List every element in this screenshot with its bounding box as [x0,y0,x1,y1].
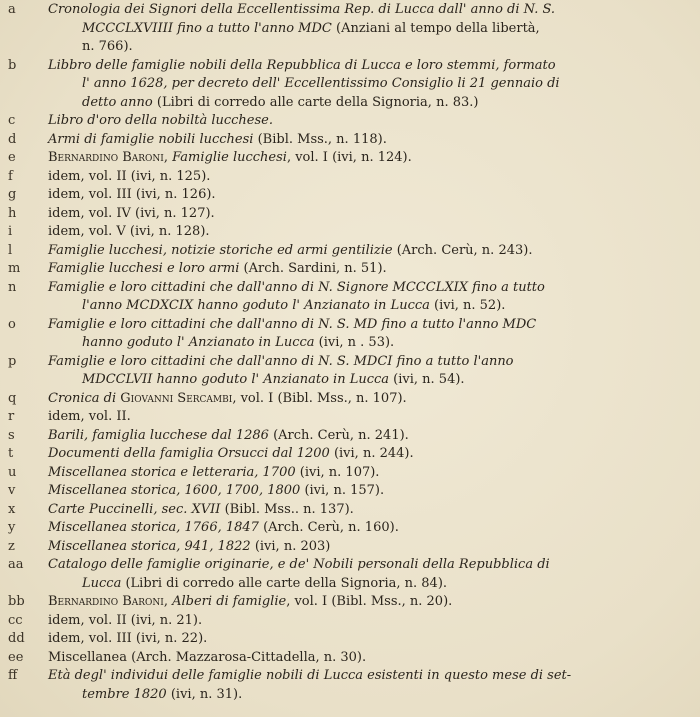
entry-letter: m [8,261,21,276]
entry-letter: ee [8,649,24,665]
entry-line [48,612,682,631]
reference-text: , vol. I (ivi, n. 124). [286,150,412,165]
entry-letter: a [8,2,16,17]
entry-line [48,149,682,168]
source-entry [8,57,682,113]
entry-line [48,556,682,575]
source-entry [8,649,682,668]
source-entry [8,427,682,446]
italic-title: Famiglie lucchesi e loro armi [48,261,240,276]
entry-letter: x [8,501,16,517]
entry-line [48,186,682,205]
reference-text: (Libri di corredo alle carte della Signoria, n. 83.) [152,94,479,110]
entry-letter: h [8,205,17,221]
entry-line [48,242,682,261]
italic-title: l'anno MCDXCIX hanno goduto l' Anzianato in Lucca [82,298,430,313]
source-entry [8,538,682,557]
italic-title: Miscellanea storica, 941, 1822 [48,538,251,554]
entry-letter: g [8,187,17,202]
entry-line [48,630,682,649]
entry-line [48,427,682,446]
italic-title: Cronica di [48,390,121,406]
source-entry [8,223,682,242]
source-entry [8,1,682,57]
author-name: Bernardino Baroni [48,594,164,609]
source-entry [8,667,682,704]
source-entry [8,186,682,205]
source-entry [8,279,682,316]
entry-line [48,390,682,409]
reference-text: idem, vol. III (ivi, n. 126). [48,187,216,202]
entry-letter: s [8,427,15,443]
italic-title: l' anno 1628, per decreto dell' Eccellentissimo Consiglio li 21 gennaio di [82,76,560,91]
reference-text: (Arch. Cerù, n. 243). [392,242,533,258]
source-entry [8,149,682,168]
italic-title: Armi di famiglie nobili lucchesi [48,131,254,147]
italic-title: Miscellanea storica e letteraria, 1700 [48,464,296,480]
entry-line [48,353,682,372]
entry-continuation-line [48,575,682,594]
reference-text: (Arch. Sardini, n. 51). [239,261,387,276]
reference-text: (ivi, n. 31). [166,686,243,702]
reference-text: (Arch. Cerù, n. 160). [258,520,399,535]
source-list [0,1,700,704]
source-entry [8,482,682,501]
entry-letter: aa [8,557,24,572]
entry-line [48,593,682,612]
entry-letter: dd [8,631,25,646]
source-entry [8,556,682,593]
entry-letter: l [8,242,13,258]
entry-continuation-line [48,371,682,390]
italic-title: Famiglie e loro cittadini che dall'anno di N. S. MDCI fino a tutto l'anno [48,353,514,369]
italic-title: Famiglie e loro cittadini che dall'anno di N. Signore MCCCLXIX fino a tutto [48,279,545,295]
author-name: Bernardino Baroni [48,150,164,165]
source-entry [8,408,682,427]
reference-text: idem, vol. V (ivi, n. 128). [48,224,210,239]
italic-title: Documenti della famiglia Orsucci dal 1200 [48,446,330,461]
source-entry [8,501,682,520]
reference-text: n. 766). [82,39,133,54]
entry-letter: d [8,131,17,147]
reference-text: (ivi, n. 54). [389,372,465,387]
source-entry [8,131,682,150]
italic-title: Libbro delle famiglie nobili della Repubblica di Lucca e loro stemmi, formato [48,57,556,73]
reference-text: (ivi, n. 107). [295,464,380,480]
italic-title: Barili, famiglia lucchese dal 1286 [48,427,269,443]
source-entry [8,260,682,279]
entry-letter: y [8,520,16,535]
entry-letter: n [8,279,17,295]
entry-line [48,482,682,501]
reference-text: (Libri di corredo alle carte della Signoria, n. 84). [121,575,448,591]
reference-text: idem, vol. II. [48,409,131,424]
reference-text: (Arch. Cerù, n. 241). [268,427,409,443]
reference-text: (Anziani al tempo della libertà, [331,20,540,36]
entry-letter: o [8,316,16,332]
entry-letter: cc [8,612,23,628]
reference-text: (ivi, n. 52). [429,298,506,313]
entry-continuation-line [48,686,682,705]
reference-text: , vol. I (Bibl. Mss., n. 107). [232,390,407,406]
reference-text: , [163,150,173,165]
entry-continuation-line [48,334,682,353]
entry-letter: v [8,483,16,498]
italic-title: detto anno [82,94,153,110]
entry-line [48,57,682,76]
italic-title: Lucca [82,575,122,591]
entry-line [48,408,682,427]
reference-text: idem, vol. IV (ivi, n. 127). [48,205,215,221]
entry-letter: f [8,168,13,184]
entry-letter: p [8,353,17,369]
reference-text: idem, vol. II (ivi, n. 21). [48,612,203,628]
entry-letter: i [8,224,13,239]
reference-text: idem, vol. II (ivi, n. 125). [48,168,211,184]
reference-text: (Bibl. Mss.. n. 137). [220,501,354,517]
italic-title: Età degl' individui delle famiglie nobili di Lucca esistenti in questo mese di set- [48,668,572,683]
entry-continuation-line [48,38,682,57]
italic-title: tembre 1820 [82,686,167,702]
italic-title: hanno goduto l' Anzianato in Lucca [82,335,315,350]
source-entry [8,168,682,187]
entry-continuation-line [48,94,682,113]
entry-letter: u [8,464,17,480]
source-entry [8,445,682,464]
entry-letter: z [8,538,15,554]
entry-line [48,445,682,464]
entry-line [48,501,682,520]
reference-text: (ivi, n. 203) [250,538,331,554]
italic-title: Famiglie e loro cittadini che dall'anno di N. S. MD fino a tutto l'anno MDC [48,316,537,332]
entry-line [48,205,682,224]
entry-letter: t [8,446,14,461]
italic-title: Carte Puccinelli, sec. XVII [48,501,221,517]
source-entry [8,593,682,612]
italic-title: Catalogo delle famiglie originarie, e de' Nobili personali della Repubblica di [48,557,550,572]
source-entry [8,316,682,353]
entry-line [48,223,682,242]
entry-line [48,112,682,131]
italic-title: MDCCLVII hanno goduto l' Anzianato in Lucca [82,372,390,387]
entry-continuation-line [48,20,682,39]
reference-text: (Bibl. Mss., n. 118). [253,131,387,147]
source-entry [8,112,682,131]
source-entry [8,630,682,649]
source-entry [8,519,682,538]
italic-title: Libro d'oro della nobiltà lucchese. [48,113,273,128]
entry-letter: ff [8,668,18,683]
entry-line [48,667,682,686]
entry-line [48,168,682,187]
source-entry [8,464,682,483]
italic-title: Famiglie lucchesi [172,150,287,165]
italic-title: Famiglie lucchesi, notizie storiche ed armi gentilizie [48,242,393,258]
italic-title: Alberi di famiglie [172,594,287,609]
entry-continuation-line [48,75,682,94]
italic-title: Miscellanea storica, 1766, 1847 [48,520,259,535]
entry-line [48,538,682,557]
author-name: Giovanni Sercambi [120,390,233,406]
entry-line [48,464,682,483]
reference-text: , [163,594,173,609]
entry-line [48,279,682,298]
source-entry [8,242,682,261]
entry-letter: b [8,57,17,73]
entry-line [48,260,682,279]
reference-text: , vol. I (Bibl. Mss., n. 20). [286,594,453,609]
entry-continuation-line [48,297,682,316]
reference-text: (ivi, n. 157). [300,483,385,498]
italic-title: Cronologia dei Signori della Eccellentissima Rep. di Lucca dall' anno di N. S. [48,2,556,17]
reference-text: idem, vol. III (ivi, n. 22). [48,631,208,646]
entry-line [48,316,682,335]
reference-text: (ivi, n. 244). [329,446,414,461]
source-entry [8,353,682,390]
entry-letter: bb [8,594,25,609]
entry-line [48,649,682,668]
italic-title: MCCCLXVIIII fino a tutto l'anno MDC [82,20,332,36]
entry-line [48,1,682,20]
source-entry [8,205,682,224]
entry-line [48,131,682,150]
entry-letter: e [8,150,16,165]
entry-letter: r [8,409,15,424]
entry-letter: q [8,390,17,406]
reference-text: Miscellanea (Arch. Mazzarosa-Cittadella, n. 30). [48,649,367,665]
source-entry [8,612,682,631]
entry-letter: c [8,113,16,128]
entry-line [48,519,682,538]
source-entry [8,390,682,409]
reference-text: (ivi, n . 53). [314,335,395,350]
italic-title: Miscellanea storica, 1600, 1700, 1800 [48,483,301,498]
